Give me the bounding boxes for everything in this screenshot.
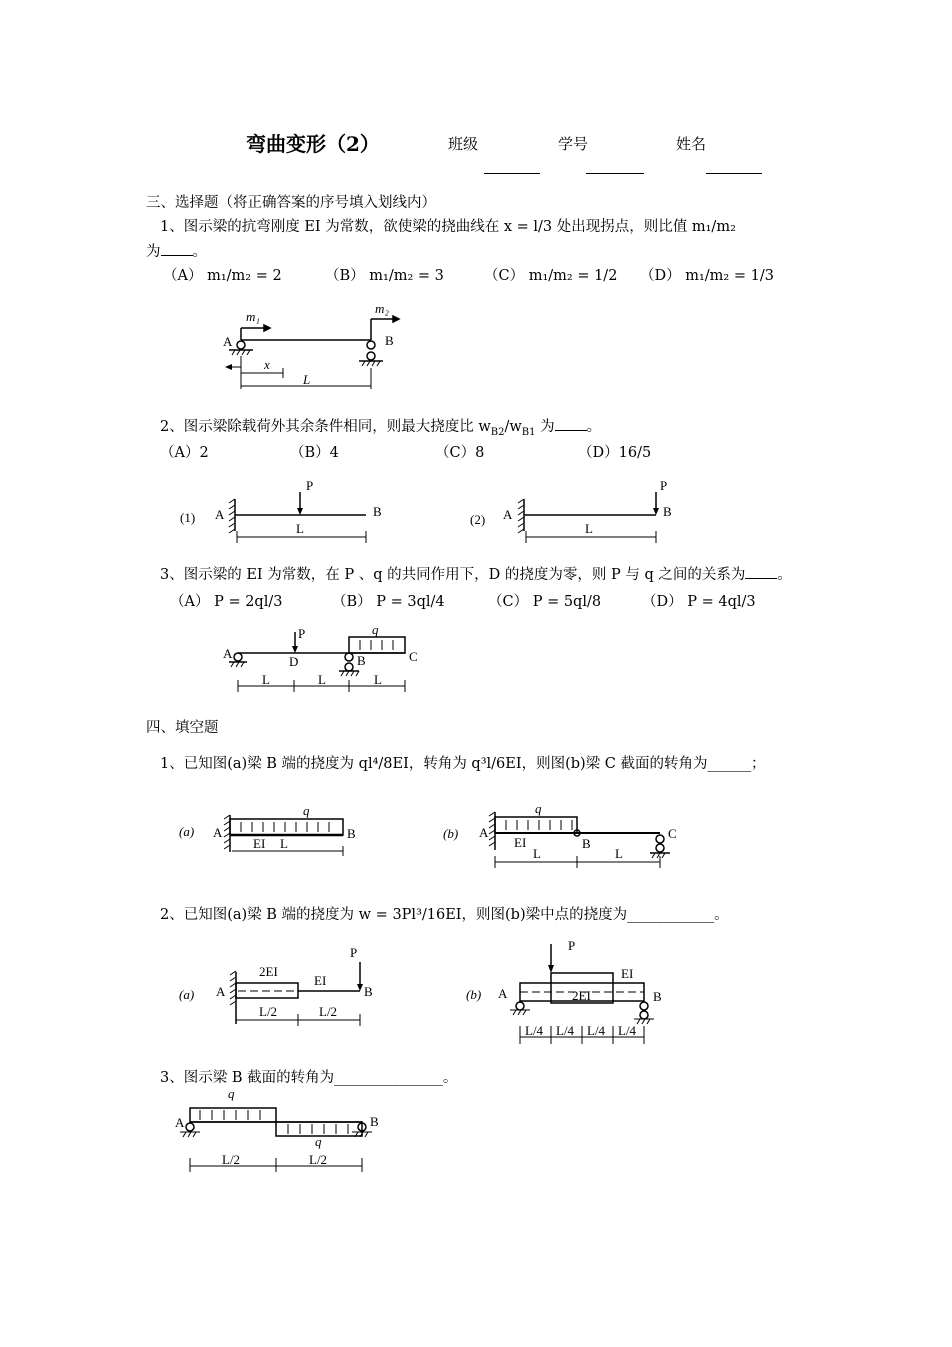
fig-label-b: (b) (443, 826, 459, 841)
label-a: A (498, 986, 508, 1001)
section3-heading: 三、选择题（将正确答案的序号填入划线内） (146, 195, 436, 211)
label-b: B (370, 1114, 379, 1129)
q3-1-option-b: （B） m₁/m₂ = 3 (325, 268, 444, 284)
label-l2: L/2 (259, 1004, 278, 1019)
label-q: q (303, 803, 310, 818)
label-l: L (262, 672, 270, 687)
label-x: x (264, 357, 270, 372)
label-b: B (347, 826, 356, 841)
q3-2-option-d: （D）16/5 (578, 445, 652, 461)
label-a: A (503, 507, 513, 522)
label-c: C (668, 826, 677, 841)
label-q: q (535, 801, 542, 816)
q3-2-option-b: （B）4 (290, 445, 339, 461)
label-l2: L/2 (309, 1152, 328, 1167)
label-a: A (213, 825, 223, 840)
label-b: B (663, 504, 672, 519)
label-q: q (228, 1086, 235, 1101)
label-l: L (280, 836, 288, 851)
fig-label-b: (b) (466, 987, 482, 1002)
q3-2-text: 2、图示梁除载荷外其余条件相同，则最大挠度比 $w_{B2}/w_{B1}$ 为 。 (160, 415, 601, 438)
label-p: P (568, 938, 576, 953)
label-a: A (175, 1115, 185, 1130)
q3-3-option-a: （A） P = 2ql/3 (170, 594, 283, 610)
label-a: A (215, 507, 225, 522)
q3-1-text-tail: 为 。 (146, 240, 207, 261)
label-m1: m₁ (246, 309, 260, 324)
label-b: B (364, 984, 373, 999)
label-b: B (373, 504, 382, 519)
label-2ei: 2EI (259, 964, 278, 979)
label-ei: EI (253, 836, 266, 851)
label-p: P (306, 478, 314, 493)
label-a: A (216, 984, 226, 999)
page-title: 弯曲变形（2） (246, 132, 380, 156)
label-ei: EI (314, 973, 327, 988)
q3-3-text: 3、图示梁的 EI 为常数，在 P 、q 的共同作用下，D 的挠度为零，则 P 与 q 之间的关系为 。 (160, 563, 792, 584)
label-l2: L/2 (319, 1004, 338, 1019)
name-label: 姓名 (676, 135, 707, 153)
label-l: L (303, 372, 311, 387)
label-b: B (582, 836, 591, 851)
label-c: C (409, 649, 418, 664)
label-a: A (479, 825, 489, 840)
label-l4: L/4 (587, 1023, 606, 1038)
fig-label-a: (a) (179, 987, 195, 1002)
label-l: L (585, 521, 593, 536)
label-a: A (223, 646, 233, 661)
label-l: L (533, 846, 541, 861)
q3-3-option-c: （C） P = 5ql/8 (488, 594, 602, 610)
label-l: L (296, 521, 304, 536)
q3-3-option-d: （D） P = 4ql/3 (642, 594, 756, 610)
label-p: P (660, 478, 668, 493)
q4-2-text: 2、已知图(a)梁 B 端的挠度为 w = 3Pl³/16EI，则图(b)梁中点的挠度为____________。 (160, 907, 729, 923)
label-l: L (374, 672, 382, 687)
label-ei: EI (621, 966, 634, 981)
q4-1-text: 1、已知图(a)梁 B 端的挠度为 ql⁴/8EI，转角为 q³l/6EI，则图(b)梁 C 截面的转角为______； (160, 756, 766, 772)
q3-2-option-c: （C）8 (435, 445, 485, 461)
label-l: L (318, 672, 326, 687)
label-l4: L/4 (525, 1023, 544, 1038)
q3-1-text: 1、图示梁的抗弯刚度 EI 为常数，欲使梁的挠曲线在 x = l/3 处出现拐点，则比值 m₁/m₂ (160, 219, 736, 235)
student-id-label: 学号 (558, 135, 589, 153)
section4-heading: 四、填空题 (146, 720, 219, 736)
label-l4: L/4 (556, 1023, 575, 1038)
label-b: B (653, 989, 662, 1004)
label-l2: L/2 (222, 1152, 241, 1167)
label-ei: EI (514, 835, 527, 850)
label-m2: m₂ (375, 301, 389, 316)
q3-1-option-d: （D） m₁/m₂ = 1/3 (640, 268, 774, 284)
fig-label-a: (a) (179, 824, 195, 839)
q4-3-text: 3、图示梁 B 截面的转角为_______________。 (160, 1070, 458, 1086)
fig-label-1: (1) (180, 510, 196, 525)
label-l: L (615, 846, 623, 861)
q3-1-option-a: （A） m₁/m₂ = 2 (163, 268, 282, 284)
label-q: q (372, 622, 379, 637)
label-b: B (385, 333, 394, 348)
label-p: P (298, 626, 306, 641)
label-a: A (223, 334, 233, 349)
q3-1-option-c: （C） m₁/m₂ = 1/2 (484, 268, 618, 284)
label-p: P (350, 945, 358, 960)
fig-label-2: (2) (470, 512, 486, 527)
q3-3-option-b: （B） P = 3ql/4 (332, 594, 445, 610)
label-2ei: 2EI (572, 988, 591, 1003)
label-l4: L/4 (618, 1023, 637, 1038)
label-b: B (357, 653, 366, 668)
class-label: 班级 (448, 135, 479, 153)
label-d: D (289, 654, 299, 669)
label-q: q (315, 1134, 322, 1149)
q3-2-option-a: （A）2 (160, 445, 209, 461)
